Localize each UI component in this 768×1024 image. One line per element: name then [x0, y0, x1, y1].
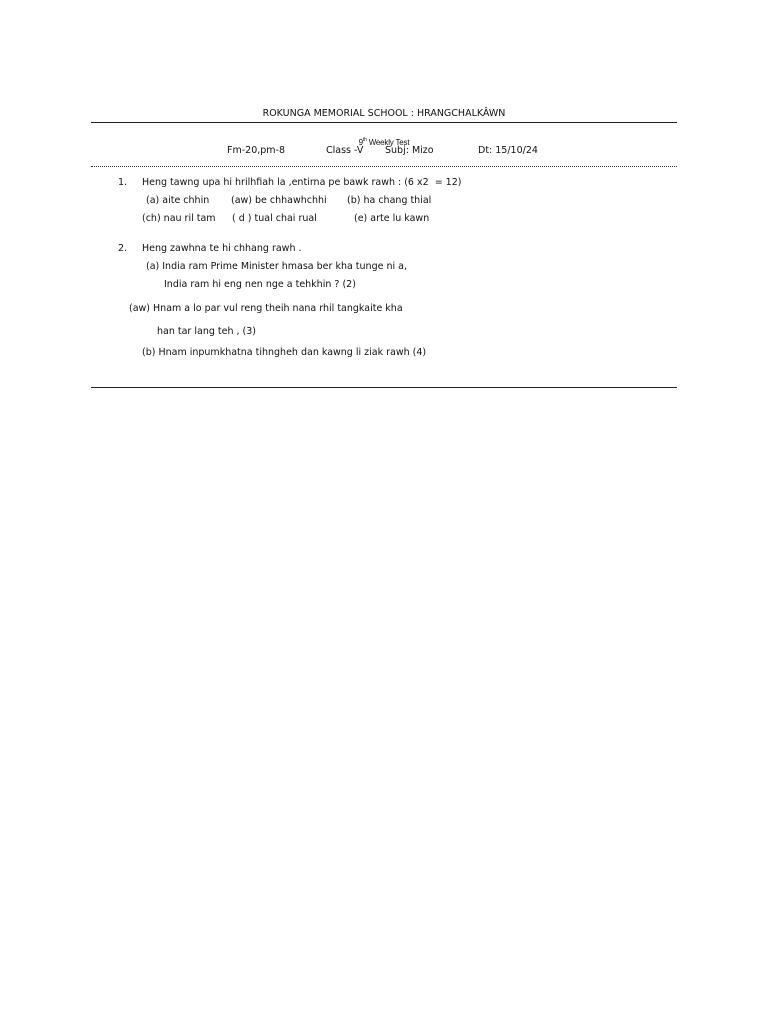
- full-marks: Fm-20,pm-8: [227, 145, 286, 156]
- question-1-item: (a) aite chhin: [146, 195, 210, 206]
- question-1-item: (b) ha chang thial: [347, 195, 432, 206]
- question-2-text: Heng zawhna te hi chhang rawh .: [142, 243, 302, 254]
- test-title: [0, 135, 768, 148]
- class-label: Class -V: [326, 145, 364, 156]
- question-2-part-b: (b) Hnam inpumkhatna tihngheh dan kawng li ziak rawh (4): [142, 347, 427, 358]
- question-2-part-a-line-1: (a) India ram Prime Minister hmasa ber kha tunge ni a,: [146, 261, 407, 272]
- test-ordinal-suffix: th: [362, 137, 367, 143]
- question-2-part-aw-line-2: han tar lang teh , (3): [157, 326, 256, 337]
- question-2-part-a-line-2: India ram hi eng nen nge a tehkhin ? (2): [164, 279, 356, 290]
- question-1-text: Heng tawng upa hi hrilhfiah la ,entirna pe bawk rawh : (6 x2 = 12): [142, 177, 462, 188]
- header-top-rule: [91, 122, 677, 123]
- test-name: Weekly Test: [366, 138, 410, 147]
- question-1-item: ( d ) tual chai rual: [232, 213, 317, 224]
- question-1-number: 1.: [118, 177, 128, 188]
- question-1-item: (e) arte lu kawn: [354, 213, 430, 224]
- footer-rule: [91, 387, 677, 388]
- school-title: ROKUNGA MEMORIAL SCHOOL : HRANGCHALKÂWN: [262, 108, 506, 119]
- date-label: Dt: 15/10/24: [478, 145, 538, 156]
- test-ordinal: 9: [358, 138, 363, 147]
- subject-label: Subj: Mizo: [385, 145, 434, 156]
- header-dotted-rule: [91, 166, 677, 167]
- question-1-item: (ch) nau ril tam: [142, 213, 216, 224]
- question-1-item: (aw) be chhawhchhi: [231, 195, 327, 206]
- question-2-number: 2.: [118, 243, 128, 254]
- question-2-part-aw-line-1: (aw) Hnam a lo par vul reng theih nana rhil tangkaite kha: [129, 303, 403, 314]
